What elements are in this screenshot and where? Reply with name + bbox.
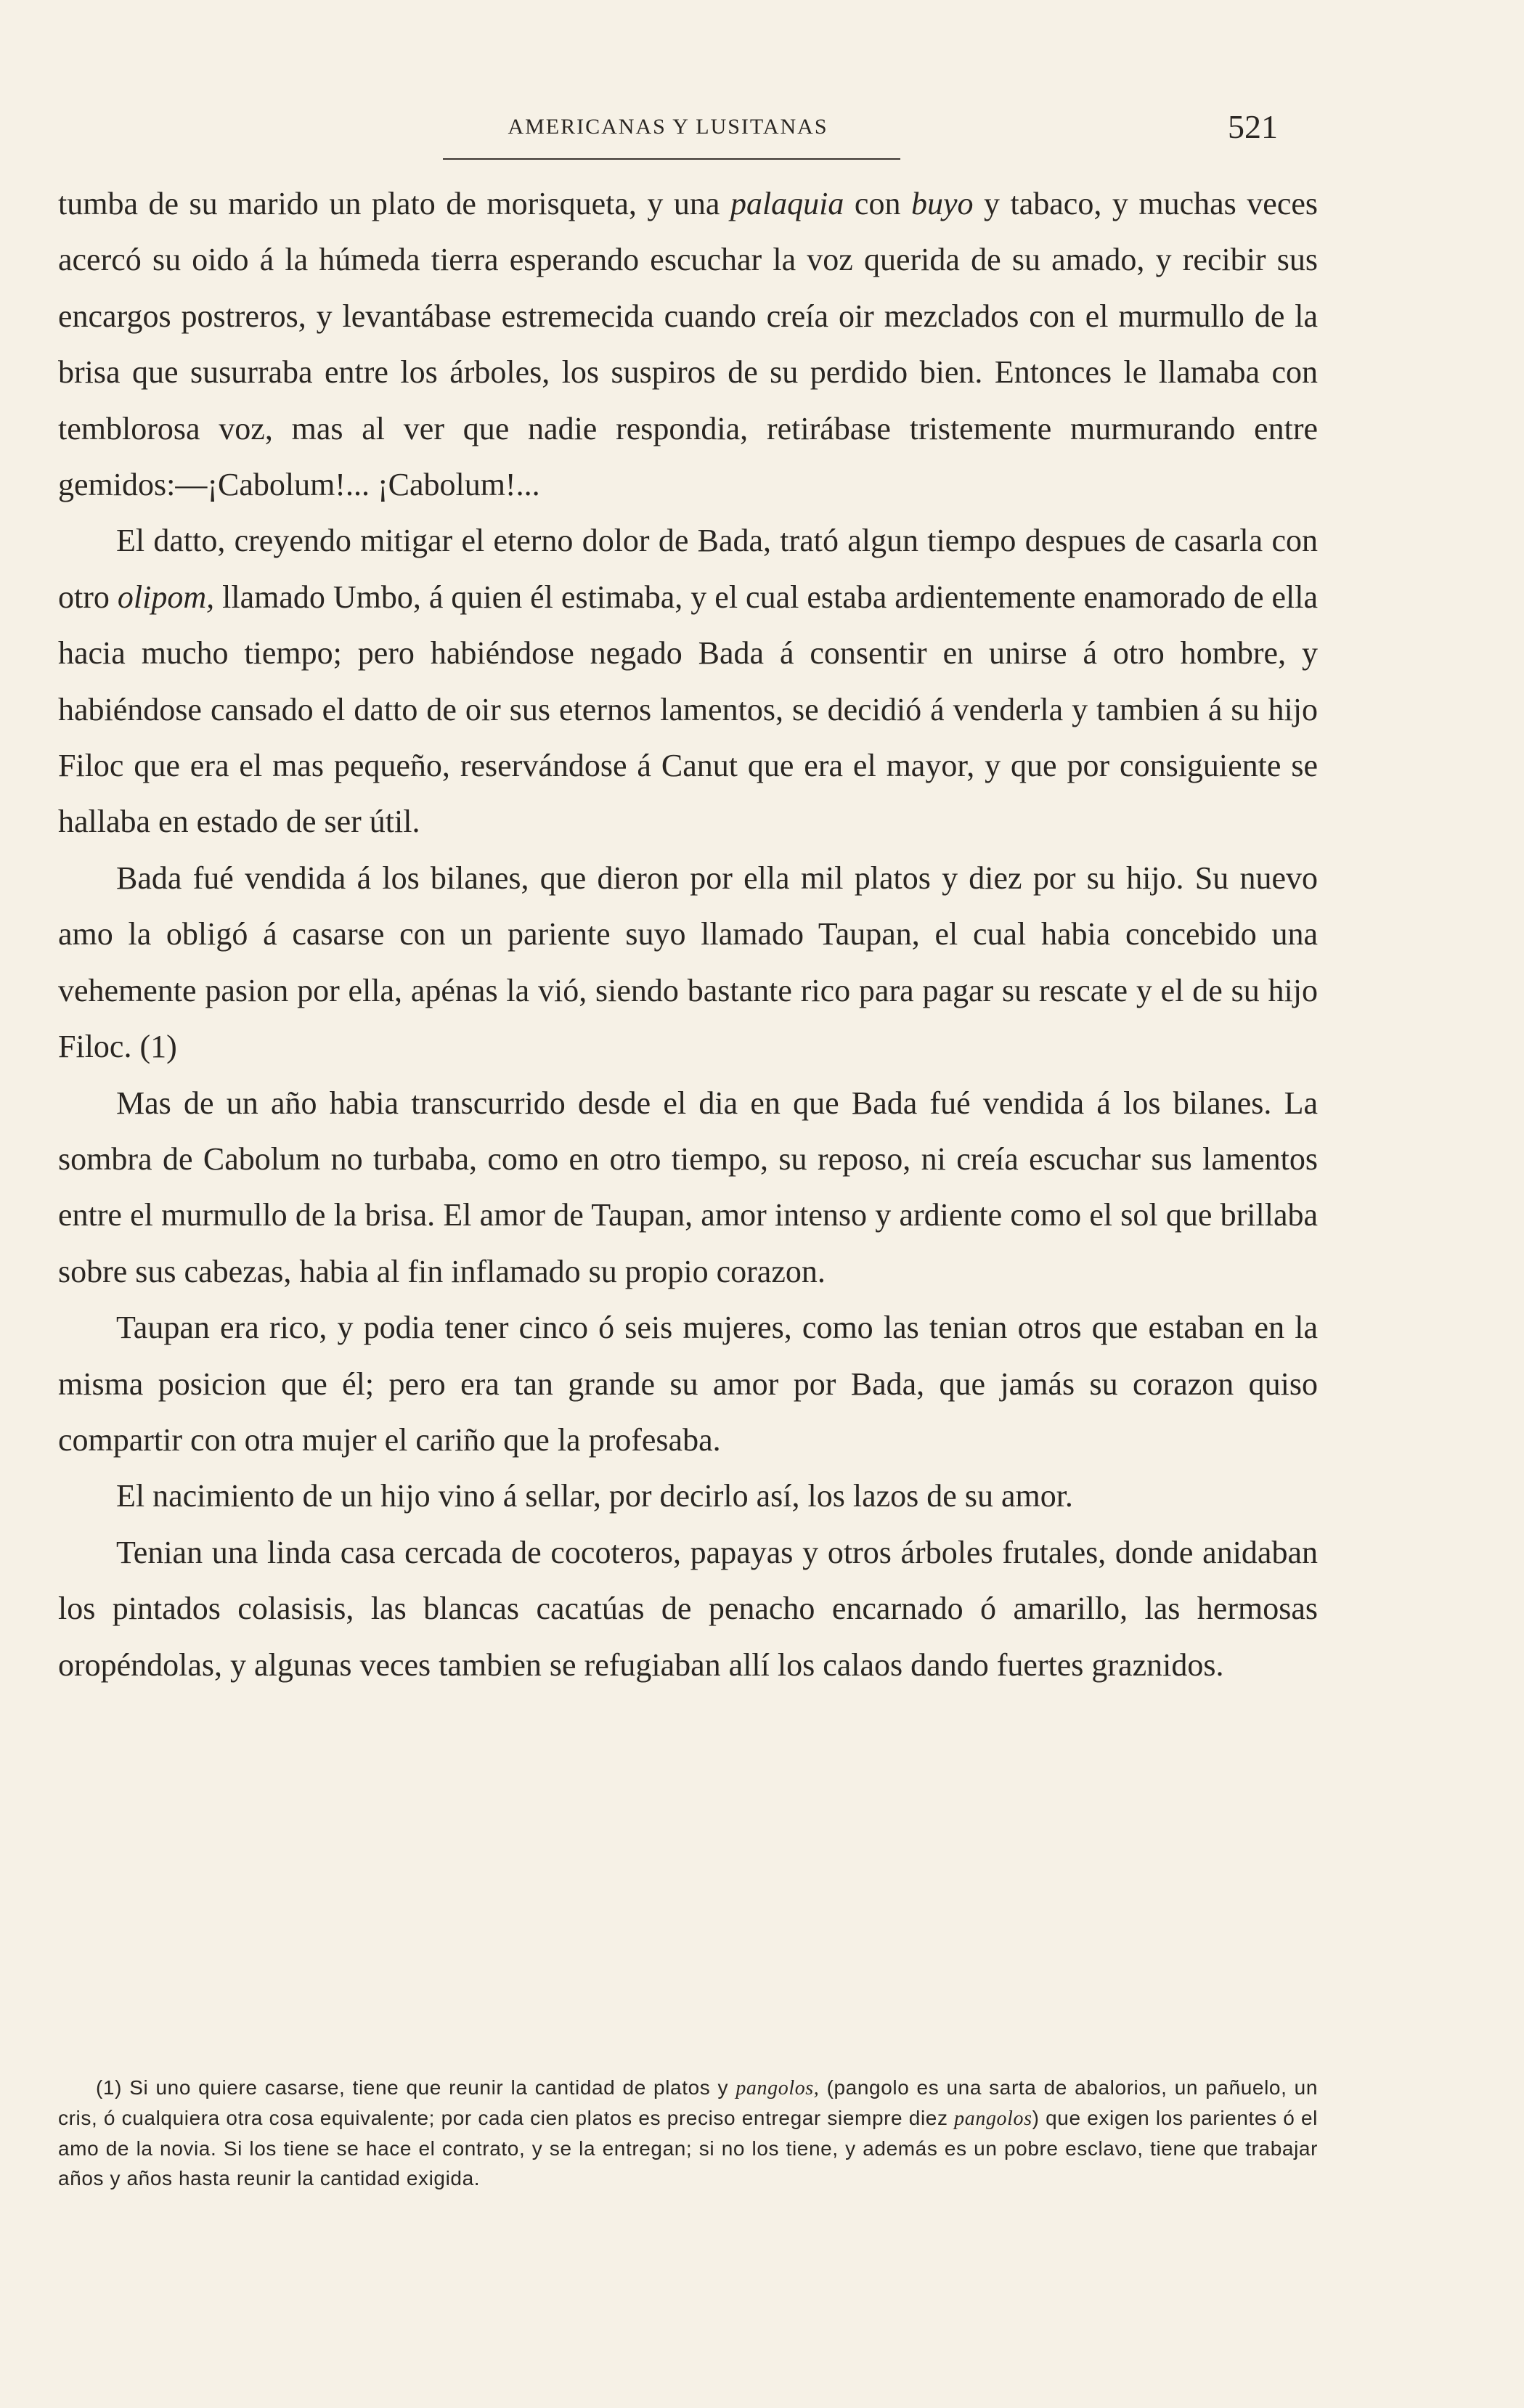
italic-term: pangolos xyxy=(954,2107,1032,2130)
text-run: Mas de un año habia transcurrido desde el dia en que Bada fué vendida á los bilanes. La sombra de Cabolum no turbaba, como en otro tiempo, su reposo, ni creía escuchar sus lamentos entre el murmullo de la brisa. El amor de Taupan, amor intenso y ardiente como el sol que brillaba sobre sus cabezas, habia al fin inflamado su propio corazon. xyxy=(58,1085,1318,1289)
text-run: Tenian una linda casa cercada de cocoteros, papayas y otros árboles frutales, donde anidaban los pintados colasisis, las blancas cacatúas de penacho encarnado ó amarillo, las hermosas oropéndolas, y algunas veces tambien se refugiaban allí los calaos dando fuertes graznidos. xyxy=(58,1534,1318,1683)
header-rule xyxy=(443,158,900,160)
paragraph xyxy=(58,1075,1318,1300)
text-run: (pangolo es una sarta de abalorios, un pañuelo, un cris, ó cualquiera otra cosa equivalente; por cada cien platos es preciso entregar siempre diez xyxy=(58,2076,1318,2129)
text-run: El datto, creyendo mitigar el eterno dolor de Bada, trató algun tiempo despues de casarla con otro xyxy=(58,523,1318,615)
paragraph xyxy=(58,850,1318,1075)
page-number: 521 xyxy=(1228,108,1278,145)
text-run: Taupan era rico, y podia tener cinco ó seis mujeres, como las tenian otros que estaban en la misma posicion que él; pero era tan grande su amor por Bada, que jamás su corazon quiso compartir con otra mujer el cariño que la profesaba. xyxy=(58,1310,1318,1458)
italic-term: olipom, xyxy=(117,579,215,615)
paragraph xyxy=(58,1468,1318,1524)
text-run: con xyxy=(844,186,911,221)
text-run: tumba de su marido un plato de morisqueta, y una xyxy=(58,186,730,221)
body-text xyxy=(58,176,1318,1693)
paragraph xyxy=(58,1299,1318,1468)
italic-term: pangolos, xyxy=(735,2077,820,2099)
italic-term: buyo xyxy=(910,186,974,221)
italic-term: palaquia xyxy=(730,186,844,221)
text-run: y tabaco, y muchas veces acercó su oido á la húmeda tierra esperando escuchar la voz querida de su amado, y recibir sus encargos postreros, y levantábase estremecida cuando creía oir mezclados con el murmullo de la brisa que susurraba entre los árboles, los suspiros de su perdido bien. Entonces le llamaba con temblorosa voz, mas al ver que nadie respondia, retirábase tristemente murmurando entre gemidos:—¡Cabolum!... ¡Cabolum!... xyxy=(58,186,1318,503)
text-run: llamado Umbo, á quien él estimaba, y el cual estaba ardientemente enamorado de ella hacia mucho tiempo; pero habiéndose negado Bada á consentir en unirse á otro hombre, y habiéndose cansado el datto de oir sus eternos lamentos, se decidió á venderla y tambien á su hijo Filoc que era el mas pequeño, reservándose á Canut que era el mayor, y que por consiguiente se hallaba en estado de ser útil. xyxy=(58,579,1318,840)
footnote xyxy=(58,2073,1318,2193)
text-run: Bada fué vendida á los bilanes, que dieron por ella mil platos y diez por su hijo. Su nuevo amo la obligó á casarse con un pariente suyo llamado Taupan, el cual habia concebido una vehemente pasion por ella, apénas la vió, siendo bastante rico para pagar su rescate y el de su hijo Filoc. (1) xyxy=(58,860,1318,1065)
footnote-block xyxy=(58,2073,1318,2193)
page-header xyxy=(58,107,1278,151)
text-run: ) que exigen los parientes ó el amo de la novia. Si los tiene se hace el contrato, y se la entregan; si no los tiene, y además es un pobre esclavo, tiene que trabajar años y años hasta reunir la cantidad exigida. xyxy=(58,2107,1319,2189)
paragraph xyxy=(58,1525,1318,1693)
running-title: AMERICANAS Y LUSITANAS xyxy=(508,115,828,139)
paragraph xyxy=(58,513,1318,849)
paragraph xyxy=(58,176,1318,513)
text-run: El nacimiento de un hijo vino á sellar, por decirlo así, los lazos de su amor. xyxy=(116,1478,1073,1514)
text-run: (1) Si uno quiere casarse, tiene que reunir la cantidad de platos y xyxy=(96,2076,736,2099)
